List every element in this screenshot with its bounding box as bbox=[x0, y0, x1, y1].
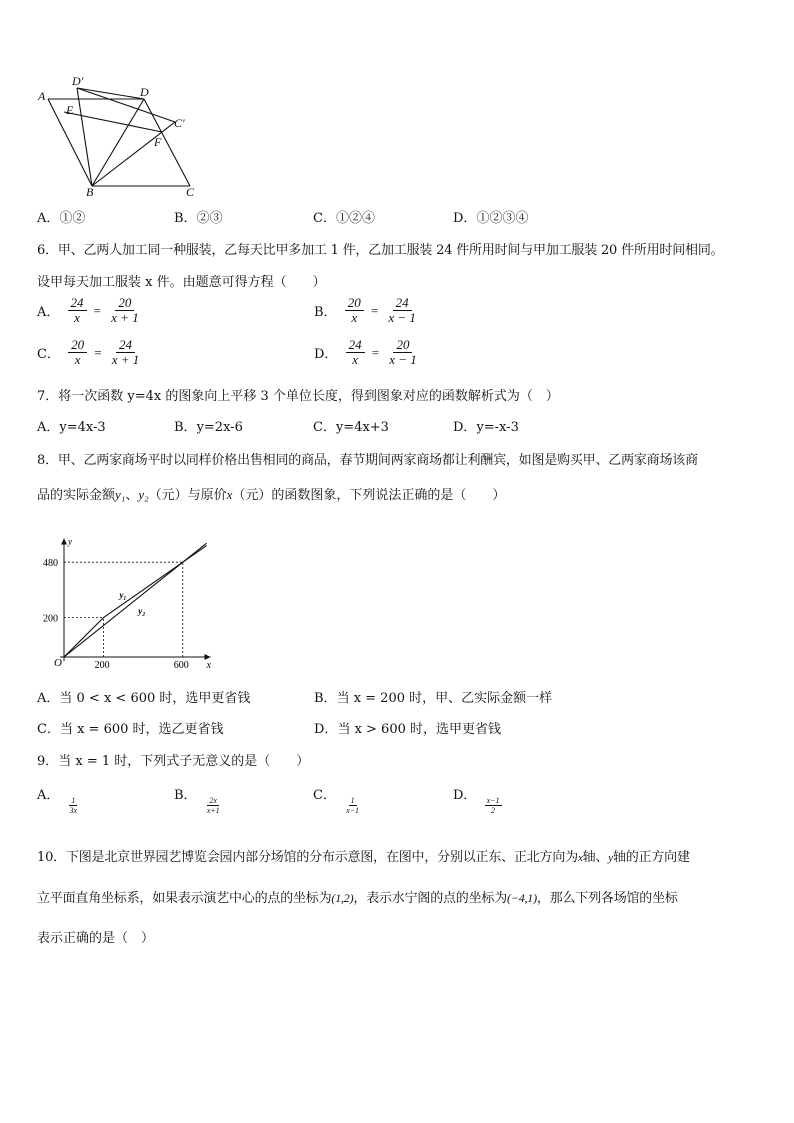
q8-option-c: C．当 x = 600 时，选乙更省钱 bbox=[37, 722, 224, 737]
q8-chart bbox=[38, 526, 228, 672]
q7-option-b: B．y=2x-6 bbox=[174, 420, 243, 435]
q5-option-d: D．①②③④ bbox=[453, 211, 529, 226]
q5-edge-bcp bbox=[92, 122, 175, 186]
q8-stem-line2: 品的实际金额y₁、y₂（元）与原价x（元）的函数图象，下列说法正确的是（ ） bbox=[37, 487, 506, 503]
q5-edge-dc bbox=[144, 99, 190, 186]
q5-label-dprime: D′ bbox=[72, 74, 84, 88]
q5-edge-bd bbox=[92, 99, 144, 186]
q5-option-a: A．①② bbox=[37, 211, 86, 226]
x-axis-label: x bbox=[206, 660, 211, 671]
q10-stem-line1: 10．下图是北京世界园艺博览会园内部分场馆的分布示意图，在图中，分别以正东、正北方向为x轴、y轴的正方向建 bbox=[37, 850, 690, 865]
x-tick-label-200: 200 bbox=[94, 660, 110, 671]
q6-option-c: C． $\frac{20}{x}$ = $\frac{24}{x + 1}$ bbox=[37, 337, 140, 367]
y-axis-label: y bbox=[68, 536, 72, 547]
q7-option-d: D．y=-x-3 bbox=[453, 420, 519, 435]
q6-option-b: B． $\frac{20}{x}$ = $\frac{24}{x - 1}$ bbox=[314, 295, 416, 325]
q7-stem: 7．将一次函数 y=4x 的图象向上平移 3 个单位长度，得到图象对应的函数解析式为（ ） bbox=[37, 389, 559, 404]
q9-option-a: A． $\frac{1}{3x}$ bbox=[37, 788, 78, 815]
q7-option-a: A．y=4x-3 bbox=[37, 420, 106, 435]
q5-label-c: C bbox=[186, 185, 195, 198]
series-label-y2: y₂ bbox=[138, 605, 146, 616]
q9-option-d: D． $\frac{x-1}{2}$ bbox=[453, 788, 500, 815]
q9-option-b: B． $\frac{2x}{x+1}$ bbox=[174, 788, 220, 815]
q8-option-a: A．当 0 < x < 600 时，选甲更省钱 bbox=[37, 691, 251, 706]
q5-option-c: C．①②④ bbox=[313, 211, 375, 226]
q10-stem-line2: 立平面直角坐标系，如果表示演艺中心的点的坐标为(1,2)，表示水宁阁的点的坐标为(−4,1)，那么下列各场馆的坐标 bbox=[37, 891, 678, 906]
q5-figure bbox=[36, 74, 206, 198]
q5-label-e: E bbox=[66, 103, 74, 117]
q9-option-c: C． $\frac{1}{x-1}$ bbox=[313, 788, 360, 815]
q6-stem-line2: 设甲每天加工服装 x 件。由题意可得方程（ ） bbox=[37, 275, 326, 290]
q6-option-a: A． $\frac{24}{x}$ = $\frac{20}{x + 1}$ bbox=[37, 295, 139, 325]
series-label-y1: y₁ bbox=[119, 589, 127, 600]
q6-stem-line1: 6．甲、乙两人加工同一种服装，乙每天比甲多加工 1 件，乙加工服装 24 件所用时间与甲加工服装 20 件所用时间相同。 bbox=[37, 243, 724, 258]
y-tick-label-480: 480 bbox=[43, 558, 58, 570]
q7-option-c: C．y=4x+3 bbox=[313, 420, 389, 435]
x-tick-label-600: 600 bbox=[173, 660, 189, 671]
q8-stem-line1: 8．甲、乙两家商场平时以同样价格出售相同的商品，春节期间两家商场都让利酬宾，如图是购买甲、乙两家商场该商 bbox=[37, 453, 698, 468]
q5-label-cprime: C′ bbox=[174, 116, 185, 130]
q6-option-d: D． $\frac{24}{x}$ = $\frac{20}{x - 1}$ bbox=[314, 337, 417, 367]
y-axis-arrow bbox=[61, 539, 67, 545]
q5-label-a: A bbox=[38, 89, 46, 103]
q5-label-d: D bbox=[140, 85, 149, 99]
y-tick-label-200: 200 bbox=[43, 613, 58, 625]
q5-option-b: B．②③ bbox=[174, 211, 223, 226]
q5-label-f: F bbox=[154, 135, 162, 149]
q9-stem: 9．当 x = 1 时，下列式子无意义的是（ ） bbox=[37, 754, 310, 769]
q5-edge-dpcp bbox=[77, 88, 175, 122]
q8-option-b: B．当 x = 200 时，甲、乙实际金额一样 bbox=[314, 691, 553, 706]
series-line-2 bbox=[64, 543, 207, 657]
origin-label: O bbox=[54, 657, 62, 669]
q5-label-b: B bbox=[86, 185, 94, 198]
q10-stem-line3: 表示正确的是（ ） bbox=[37, 931, 155, 946]
q5-edge-ef bbox=[64, 112, 162, 132]
q8-option-d: D．当 x > 600 时，选甲更省钱 bbox=[314, 722, 502, 737]
q5-edge-dpd bbox=[77, 88, 144, 99]
